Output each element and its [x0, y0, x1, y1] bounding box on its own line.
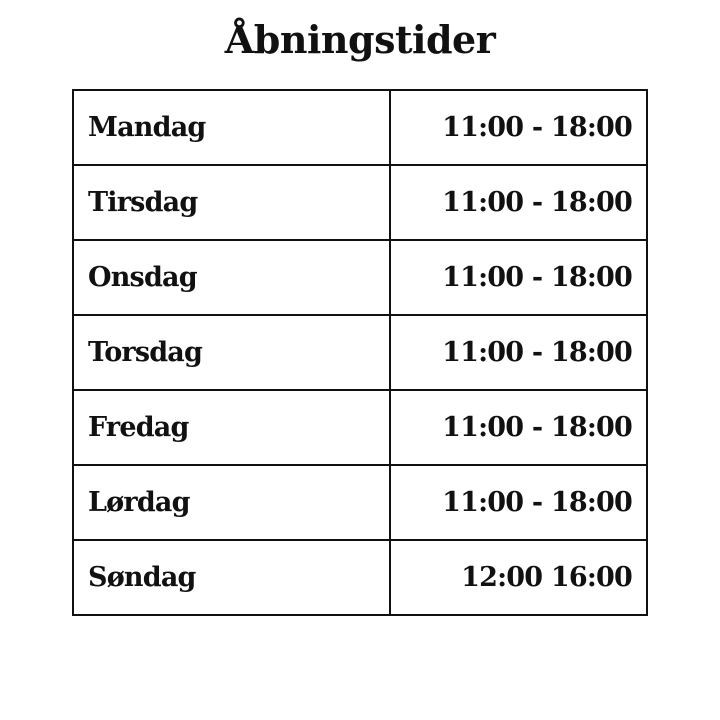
day-cell: Søndag: [73, 540, 390, 615]
table-row: [73, 540, 647, 615]
opening-hours-table: [72, 89, 648, 616]
time-cell: 11:00 - 18:00: [390, 465, 647, 540]
opening-hours-body: [73, 90, 647, 615]
time-cell: 11:00 - 18:00: [390, 165, 647, 240]
day-cell: Lørdag: [73, 465, 390, 540]
day-cell: Mandag: [73, 90, 390, 165]
table-row: [73, 390, 647, 465]
day-cell: Tirsdag: [73, 165, 390, 240]
time-cell: 11:00 - 18:00: [390, 240, 647, 315]
day-cell: Torsdag: [73, 315, 390, 390]
day-cell: Onsdag: [73, 240, 390, 315]
table-row: [73, 465, 647, 540]
time-cell: 12:00 16:00: [390, 540, 647, 615]
time-cell: 11:00 - 18:00: [390, 315, 647, 390]
time-cell: 11:00 - 18:00: [390, 390, 647, 465]
time-cell: 11:00 - 18:00: [390, 90, 647, 165]
table-row: [73, 165, 647, 240]
table-row: [73, 315, 647, 390]
day-cell: Fredag: [73, 390, 390, 465]
table-row: [73, 90, 647, 165]
table-row: [73, 240, 647, 315]
page-title: Åbningstider: [224, 17, 496, 62]
